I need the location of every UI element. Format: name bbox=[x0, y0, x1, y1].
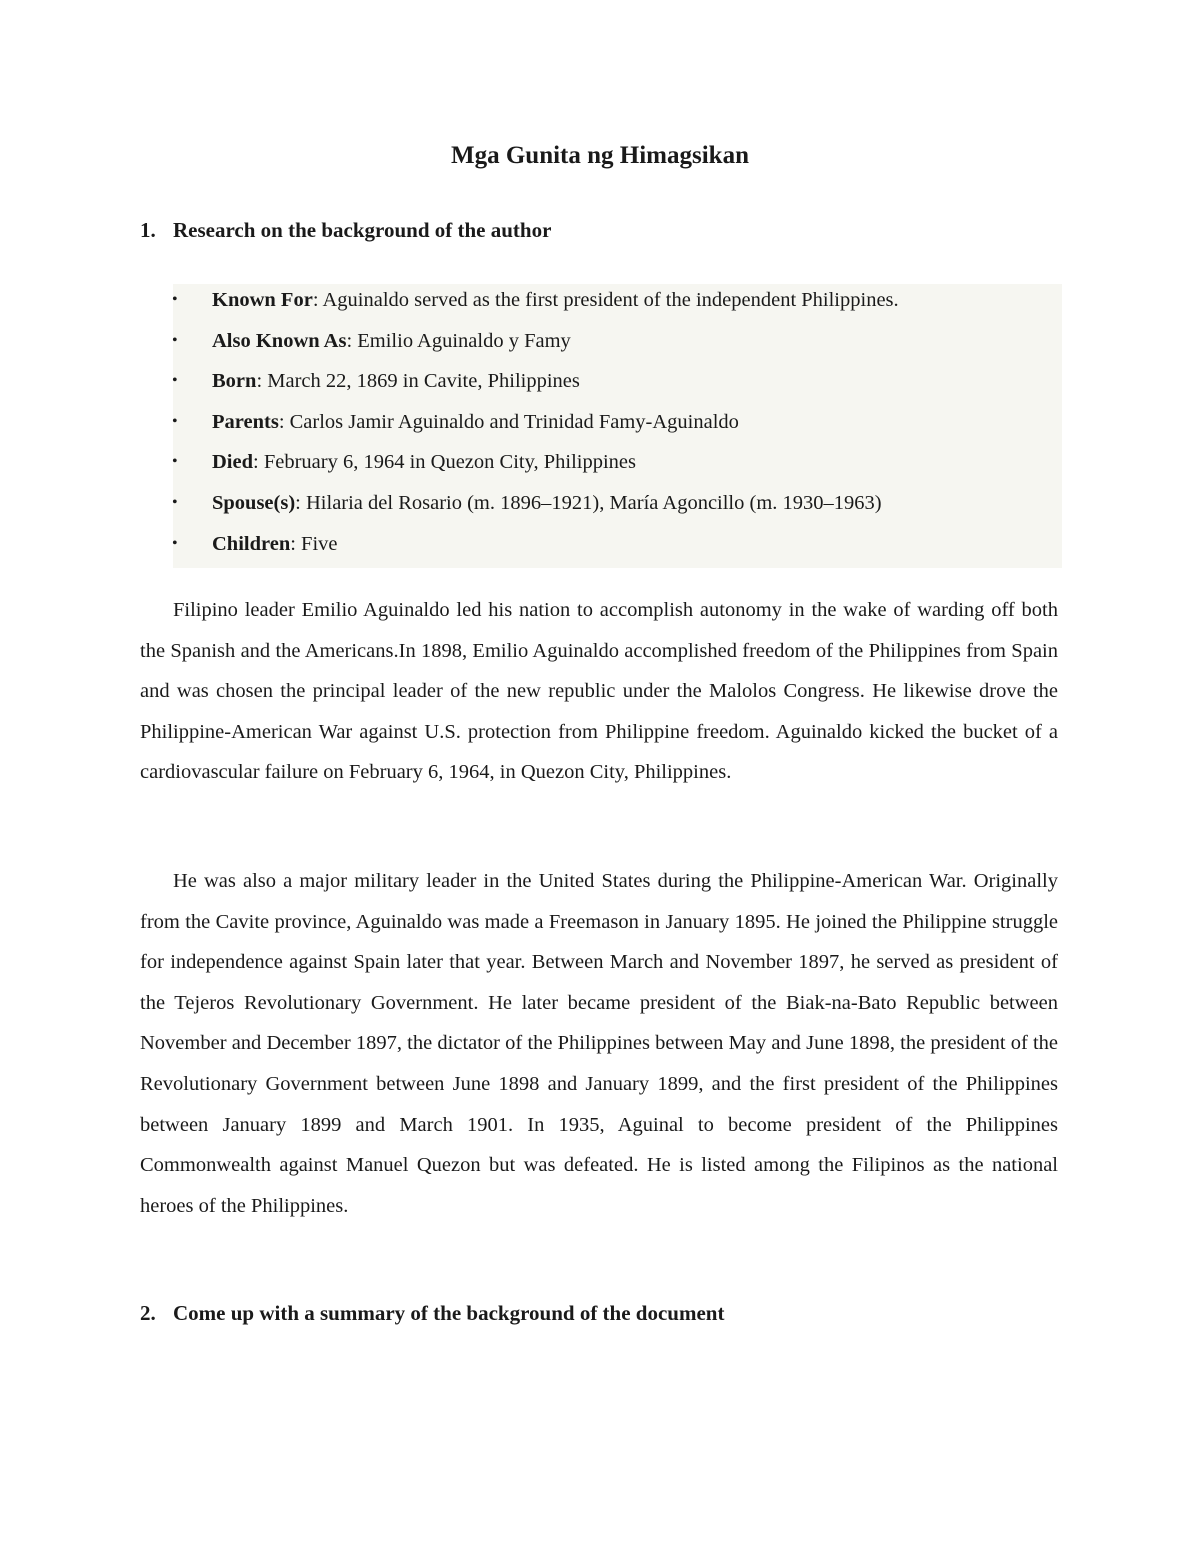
fact-key: Died bbox=[212, 451, 253, 474]
section-heading-text-1: Research on the background of the author bbox=[173, 218, 552, 242]
bullet-icon: • bbox=[172, 331, 178, 349]
fact-value: : Hilaria del Rosario (m. 1896–1921), María Agoncillo (m. 1930–1963) bbox=[295, 491, 882, 514]
fact-key: Known For bbox=[212, 289, 313, 311]
fact-value: : Emilio Aguinaldo y Famy bbox=[346, 329, 571, 352]
fact-died bbox=[0, 446, 1200, 487]
fact-value: : Carlos Jamir Aguinaldo and Trinidad Famy-Aguinaldo bbox=[278, 410, 739, 433]
fact-key: Parents bbox=[212, 410, 279, 433]
bullet-icon: • bbox=[172, 534, 178, 552]
fact-key: Spouse(s) bbox=[212, 491, 296, 514]
fact-children bbox=[0, 528, 1200, 569]
fact-key: Children bbox=[212, 532, 291, 555]
author-facts-list bbox=[0, 284, 1200, 568]
fact-key: Born bbox=[212, 370, 257, 393]
bullet-icon: • bbox=[172, 291, 178, 308]
fact-value: : Five bbox=[290, 532, 338, 555]
fact-known-for bbox=[0, 284, 1200, 325]
section-heading-1 bbox=[140, 218, 551, 243]
bullet-icon: • bbox=[172, 453, 178, 471]
fact-value: : Aguinaldo served as the first president of the independent Philippines. bbox=[312, 289, 899, 311]
fact-born bbox=[0, 365, 1200, 406]
bullet-icon: • bbox=[172, 493, 178, 511]
fact-key: Also Known As bbox=[212, 329, 347, 352]
bullet-icon: • bbox=[172, 372, 178, 390]
biography-paragraph-2: He was also a major military leader in the United States during the Philippine-American War. Originally from the Cavite province, Aguinaldo was made a Freemason in January 1895. He joined the Philippine struggle for independence against Spain later that year. Between March and November 1897, he served as president of the Tejeros Revolutionary Government. He later became president of the Biak-na-Bato Republic between November and December 1897, the dictator of the Philippines between May and June 1898, the president of the Revolutionary Government between June 1898 and January 1899, and the first president of the Philippines between January 1899 and March 1901. In 1935, Aguinal to become president of the Philippines Commonwealth against Manuel Quezon but was defeated. He is listed among the Filipinos as the national heroes of the Philippines. bbox=[140, 870, 1058, 1217]
section-number-1: 1. bbox=[140, 218, 156, 242]
document-title: Mga Gunita ng Himagsikan bbox=[451, 142, 749, 169]
biography-paragraph-1: Filipino leader Emilio Aguinaldo led his nation to accomplish autonomy in the wake of warding off both the Spanish and the Americans.In 1898, Emilio Aguinaldo accomplished freedom of the Philippines from Spain and was chosen the principal leader of the new republic under the Malolos Congress. He likewise drove the Philippine-American War against U.S. protection from Philippine freedom. Aguinaldo kicked the bucket of a cardiovascular failure on February 6, 1964, in Quezon City, Philippines. bbox=[140, 599, 1058, 784]
fact-parents bbox=[0, 406, 1200, 447]
fact-value: : February 6, 1964 in Quezon City, Philippines bbox=[253, 451, 637, 474]
section-heading-text-2: Come up with a summary of the background of the document bbox=[173, 1301, 725, 1325]
section-heading-2 bbox=[140, 1301, 724, 1326]
bullet-icon: • bbox=[172, 412, 178, 430]
fact-value: : March 22, 1869 in Cavite, Philippines bbox=[256, 370, 580, 393]
fact-also-known-as bbox=[0, 325, 1200, 366]
fact-spouses bbox=[0, 487, 1200, 528]
section-number-2: 2. bbox=[140, 1301, 156, 1325]
